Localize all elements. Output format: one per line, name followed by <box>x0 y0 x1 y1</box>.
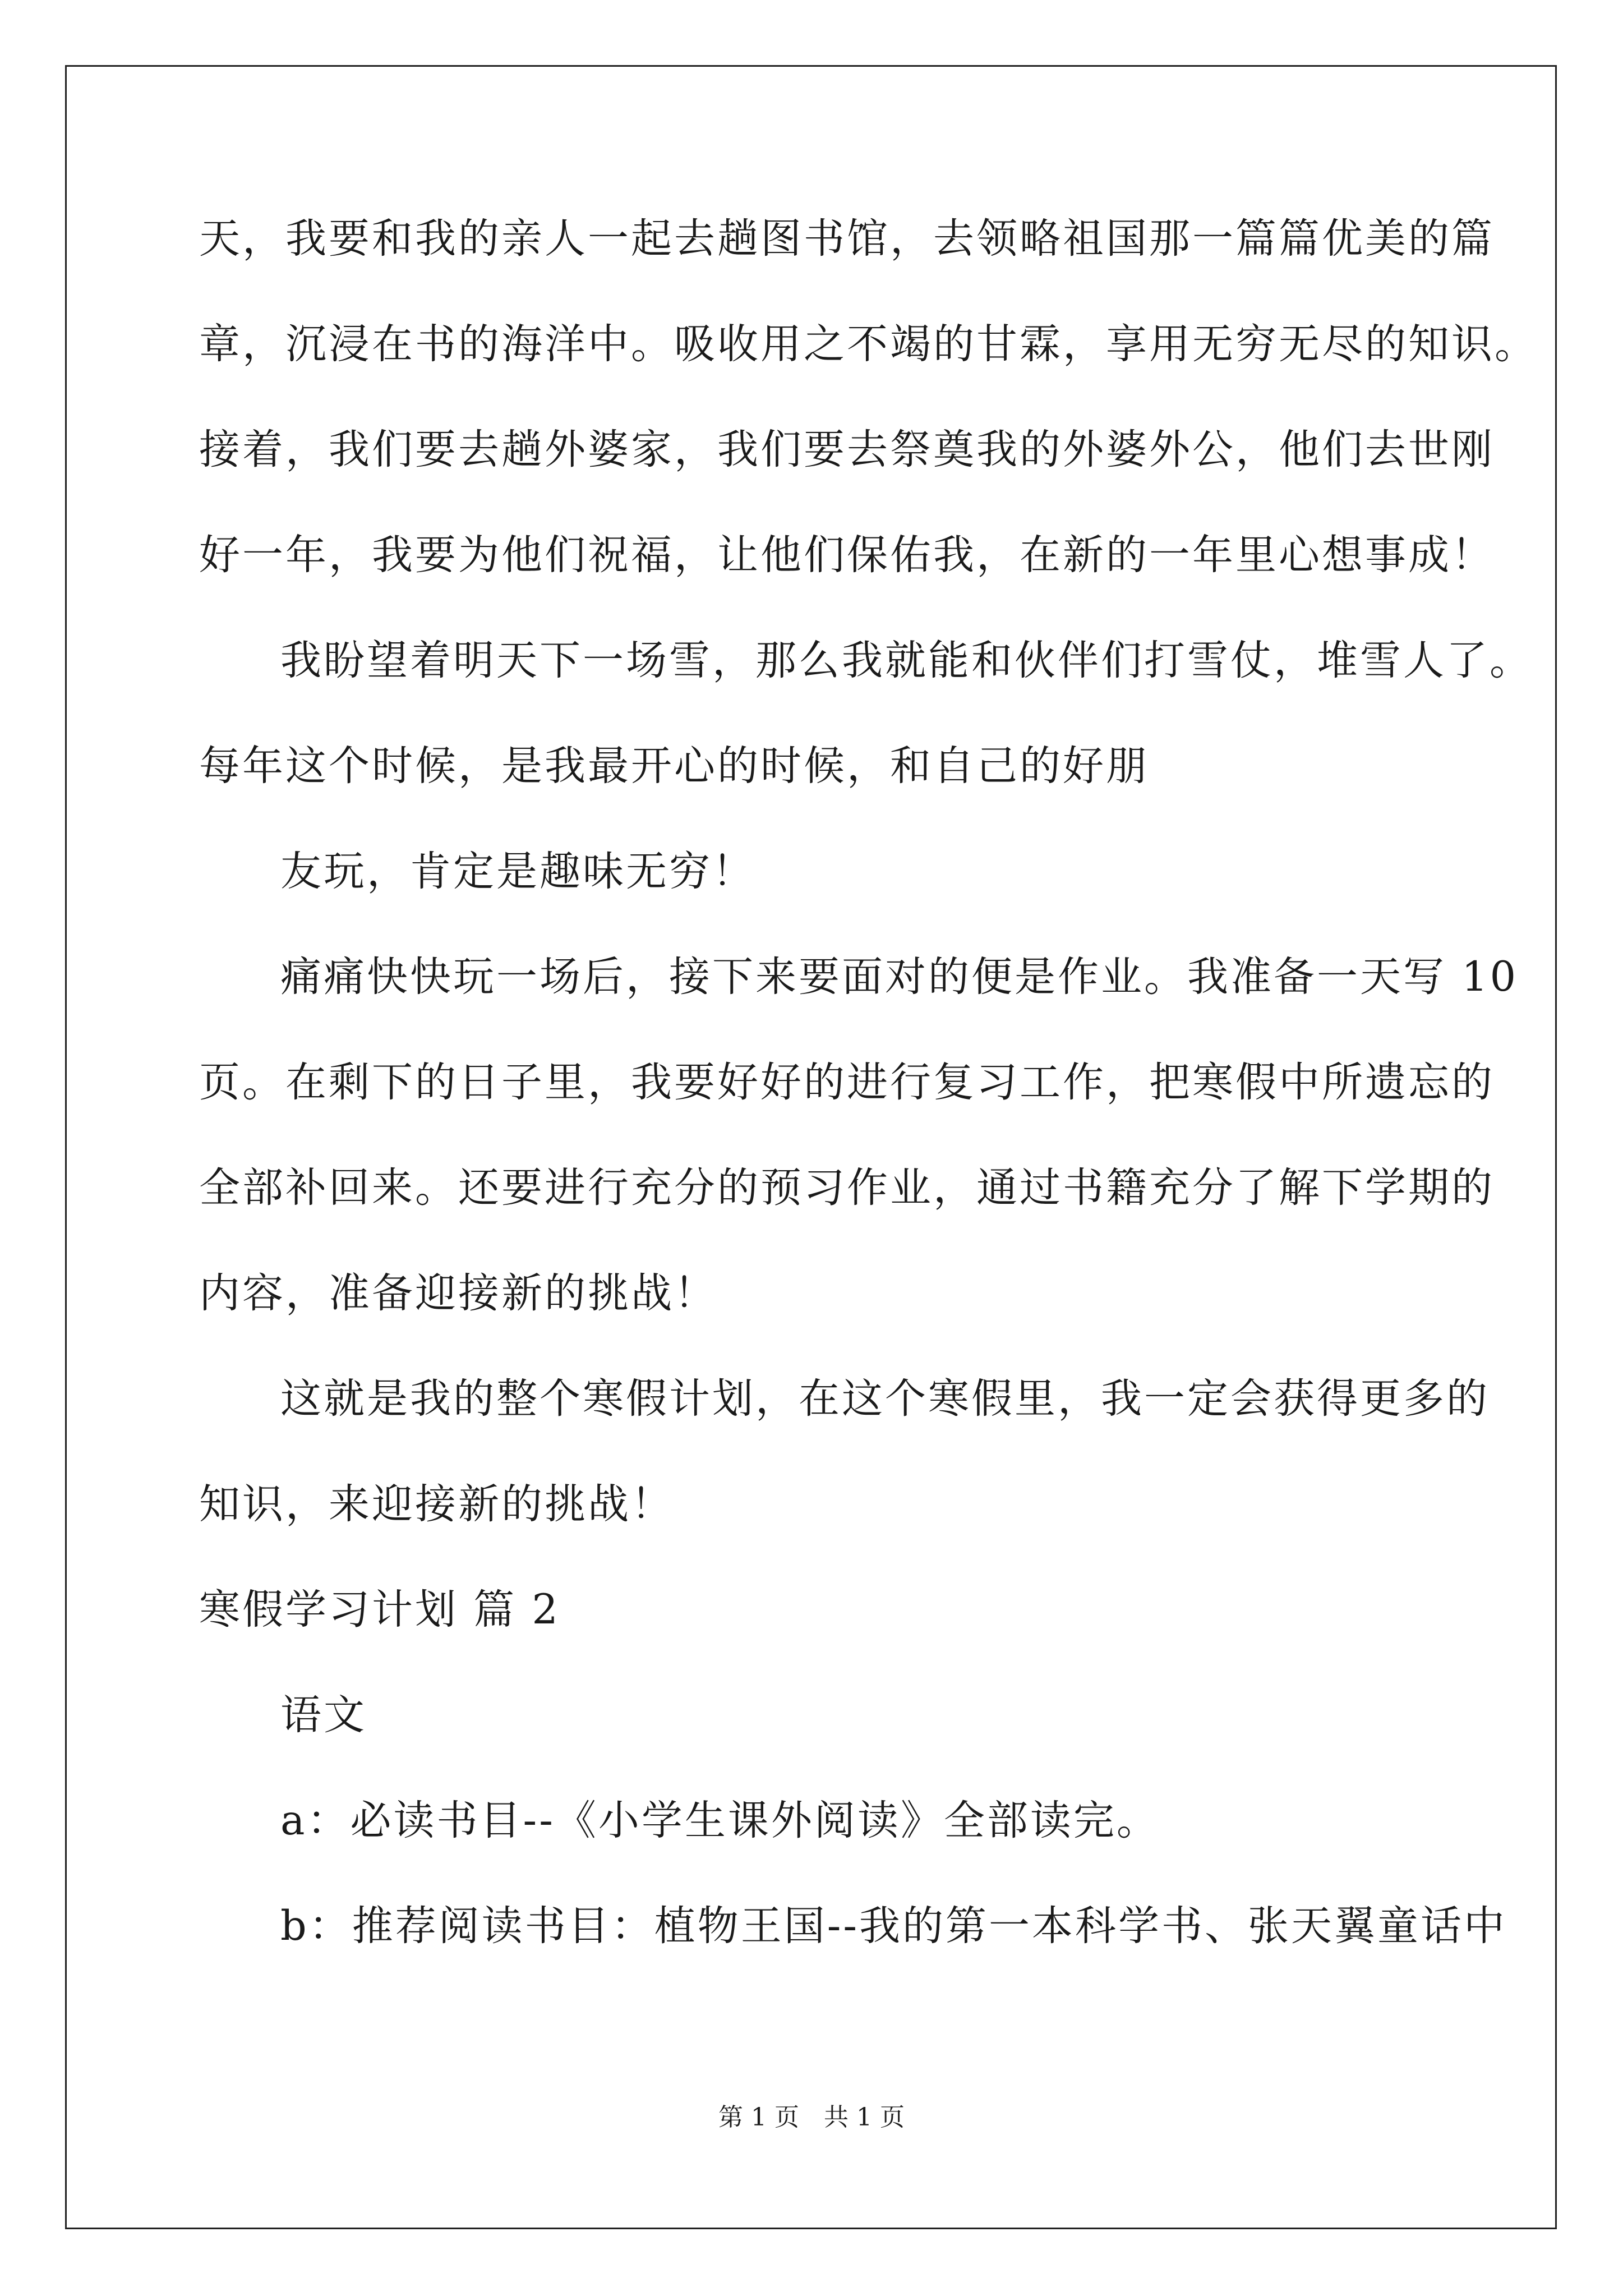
text-line: 天，我要和我的亲人一起去趟图书馆，去领略祖国那一篇篇优美的篇 <box>199 215 1495 263</box>
subheading: 语文 <box>280 1691 367 1739</box>
document-body <box>199 205 1538 1998</box>
page-footer <box>0 2101 1623 2134</box>
text-line: 全部补回来。还要进行充分的预习作业，通过书籍充分了解下学期的 <box>199 1164 1495 1212</box>
text-line: 这就是我的整个寒假计划，在这个寒假里，我一定会获得更多的 <box>280 1375 1490 1423</box>
text-line: 痛痛快快玩一场后，接下来要面对的便是作业。我准备一天写 10 <box>280 953 1519 1001</box>
text-line: 页。在剩下的日子里，我要好好的进行复习工作，把寒假中所遗忘的 <box>199 1059 1495 1106</box>
text-line: 好一年，我要为他们祝福，让他们保佑我，在新的一年里心想事成！ <box>199 531 1495 579</box>
text-line: 我盼望着明天下一场雪，那么我就能和伙伴们打雪仗，堆雪人了。 <box>280 637 1533 684</box>
text-line: 友玩，肯定是趣味无穷！ <box>280 848 755 895</box>
text-line: 接着，我们要去趟外婆家，我们要去祭奠我的外婆外公，他们去世刚 <box>199 426 1495 473</box>
text-line: 每年这个时候，是我最开心的时候，和自己的好朋 <box>199 742 1149 790</box>
section-heading: 寒假学习计划 篇 2 <box>199 1586 560 1634</box>
text-line: 内容，准备迎接新的挑战！ <box>199 1269 717 1317</box>
text-line: b：推荐阅读书目：植物王国--我的第一本科学书、张天翼童话中 <box>280 1902 1507 1950</box>
page-number: 第 1 页 共 1 页 <box>718 2103 905 2132</box>
text-line: a：必读书目--《小学生课外阅读》全部读完。 <box>280 1797 1160 1844</box>
text-line: 章，沉浸在书的海洋中。吸收用之不竭的甘霖，享用无穷无尽的知识。 <box>199 320 1538 368</box>
text-line: 知识，来迎接新的挑战！ <box>199 1480 674 1528</box>
